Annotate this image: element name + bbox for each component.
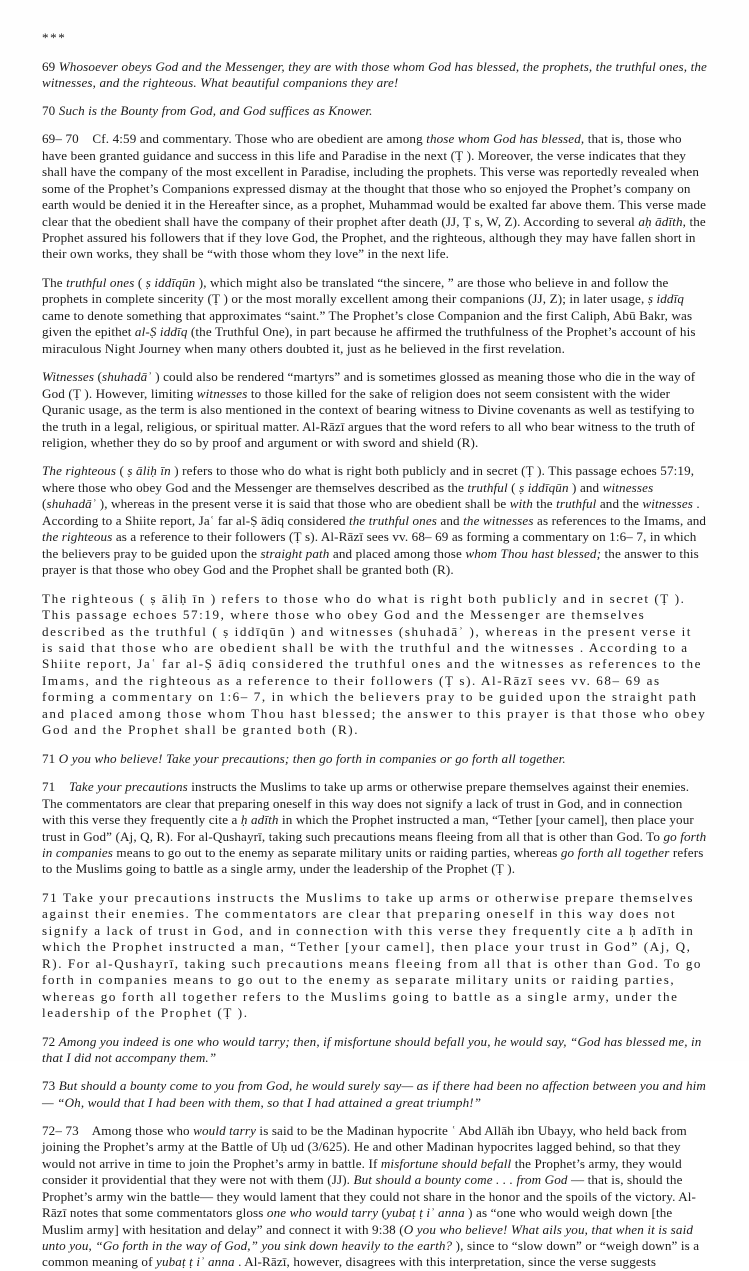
verse-69: 69 Whosoever obeys God and the Messenger, they are with those whom God has blessed, the prophets, the truthful ones, the witnesses, and the righteous. What beautiful companions they are! <box>42 58 707 91</box>
verse-72: 72 Among you indeed is one who would tarry; then, if misfortune should befall you, he would say, “God has blessed me, in that I did not accompany them.” <box>42 1034 702 1066</box>
section-separator-1: *** <box>42 30 67 45</box>
section-separator-2: The righteous ( ṣ āliḥ īn ) refers to those who do what is right both publicly and in secret (Ṭ ). This passage echoes 57:19, where those who obey God and the Messenger are themselves described as the truthful ( ṣ iddīqūn ) and witnesses (shuhadāʾ ), whereas in the present verse it is said that those who are obedient shall be with the truthful and the witnesses . According to a Shiite report, Jaʿ far al-Ṣ ādiq considered the truthful ones and the witnesses as references to the Imams, and the righteous as a reference to their followers (Ṭ s). Al-Rāzī sees vv. 68– 69 as forming a commentary on 1:6– 7, in which the believers pray to be guided upon the straight path and placed among those whom Thou hast blessed; the answer to this prayer is that those who obey God and the Prophet shall be granted both (R). <box>42 590 707 738</box>
commentary-71: 71 Take your precautions instructs the Muslims to take up arms or otherwise prepare themselves against their enemies. The commentators are clear that preparing oneself in this way does not signify a lack of trust in God, and in connection with this verse they frequently cite a ḥ adīth in which the Prophet instructed a man, “Tether [your camel], then place your trust in God” (Aj, Q, R). For al-Qushayrī, taking such precautions means fleeing from all that is other than God. To go forth in companies means to go out to the enemy as separate military units or raiding parties, whereas go forth all together refers to the Muslims going to battle as a single army, under the leadership of the Prophet (Ṭ ). <box>42 779 707 877</box>
commentary-witnesses: Witnesses (shuhadāʾ ) could also be rendered “martyrs” and is sometimes glossed as meaning those who die in the way of God (Ṭ ). However, limiting witnesses to those killed for the sake of religion does not seem consistent with the wider Quranic usage, as the term is also mentioned in the context of bearing witness to Divine covenants as well as testifying to the truth in a legal, religious, or spiritual matter. Al-Rāzī argues that the word refers to all who bear witness to the truth of religion, whether they do so by proof and argument or with sword and shield (R). <box>42 369 696 451</box>
commentary-69-70: 69– 70 Cf. 4:59 and commentary. Those who are obedient are among those whom God has blessed, that is, those who have been granted guidance and success in this life and Paradise in the next (Ṭ ). Moreover, the verse indicates that they shall have the company of the most excellent in Paradise, including the prophets. This verse was reportedly revealed when some of the Prophet’s Companions expressed dismay at the thought that those who so enjoyed the Prophet’s company on earth would be denied it in the Hereafter since, as a prophet, Muhammad would be exalted far above them. This verse made clear that the obedient shall have the company of their prophet after death (JJ, Ṭ s, W, Z). According to several aḥ ādīth, the Prophet assured his followers that if they love God, the Prophet, and the righteous, although they may have fallen short in their own works, they shall be “with those whom they love” in the next life. <box>42 131 707 262</box>
verse-71: 71 O you who believe! Take your precautions; then go forth in companies or go forth all together. <box>42 751 566 767</box>
verse-70: 70 Such is the Bounty from God, and God suffices as Knower. <box>42 103 373 119</box>
verse-73: 73 But should a bounty come to you from God, he would surely say— as if there had been no affection between you and him— “Oh, would that I had been with them, so that I had attained a great triumph!” <box>42 1078 706 1110</box>
commentary-72-73: 72– 73 Among those who would tarry is said to be the Madinan hypocrite ʿ Abd Allāh ibn Ubayy, who held back from joining the Prophet’s army at the Battle of Uḥ ud (3/625). He and other Madinan hypocrites lagged behind, so that they would not arrive in time to join the Prophet’s army in battle. If misfortune should befall the Prophet’s army, they would consider it providential that they were not with them (JJ). But should a bounty come . . . from God — that is, should the Prophet’s army win the battle— they would lament that they could not share in the honor and the spoils of the victory. Al-Rāzī notes that some commentators gloss one who would tarry (yubaṭ ṭ iʾ anna ) as “one who would weigh down [the Muslim army] with hesitation and delay” and connect it with 9:38 (O you who believe! What ails you, that when it is said unto you, “Go forth in the way of God,” you sink down heavily to the earth? ), since to “slow down” or “weigh down” is a common meaning of yubaṭ ṭ iʾ anna . Al-Rāzī, however, disagrees with this interpretation, since the verse suggests <box>42 1122 700 1270</box>
commentary-righteous: The righteous ( ṣ āliḥ īn ) refers to those who do what is right both publicly and in secret (Ṭ ). This passage echoes 57:19, where those who obey God and the Messenger are themselves described as the truthful ( ṣ iddīqūn ) and witnesses (shuhadāʾ ), whereas in the present verse it is said that those who are obedient shall be with the truthful and the witnesses . According to a Shiite report, Jaʿ far al-Ṣ ādiq considered the truthful ones and the witnesses as references to the Imams, and the righteous as a reference to their followers (Ṭ s). Al-Rāzī sees vv. 68– 69 as forming a commentary on 1:6– 7, in which the believers pray to be guided upon the straight path and placed among those whom Thou hast blessed; the answer to this prayer is that those who obey God and the Prophet shall be granted both (R). <box>42 463 707 578</box>
commentary-truthful-ones: The truthful ones ( ṣ iddīqūn ), which might also be translated “the sincere, ” are those who believe in and follow the prophets in complete sincerity (Ṭ ) or the most morally excellent among their companions (JJ, Z); in later usage, ṣ iddīq came to denote something that approximates “saint.” The Prophet’s close Companion and the first Caliph, Abū Bakr, was given the epithet al-Ṣ iddīq (the Truthful One), in part because he affirmed the truthfulness of the Prophet’s account of his miraculous Night Journey when many others doubted it, just as he believed in the first revelation. <box>42 274 696 356</box>
section-separator-3: 71 Take your precautions instructs the Muslims to take up arms or otherwise prepare themselves against their enemies. The commentators are clear that preparing oneself in this way does not signify a lack of trust in God, and in connection with this verse they frequently cite a ḥ adīth in which the Prophet instructed a man, “Tether [your camel], then place your trust in God” (Aj, Q, R). For al-Qushayrī, taking such precautions means fleeing from all that is other than God. To go forth in companies means to go out to the enemy as separate military units or raiding parties, whereas go forth all together refers to the Muslims going to battle as a single army, under the leadership of the Prophet (Ṭ ). <box>42 889 703 1021</box>
